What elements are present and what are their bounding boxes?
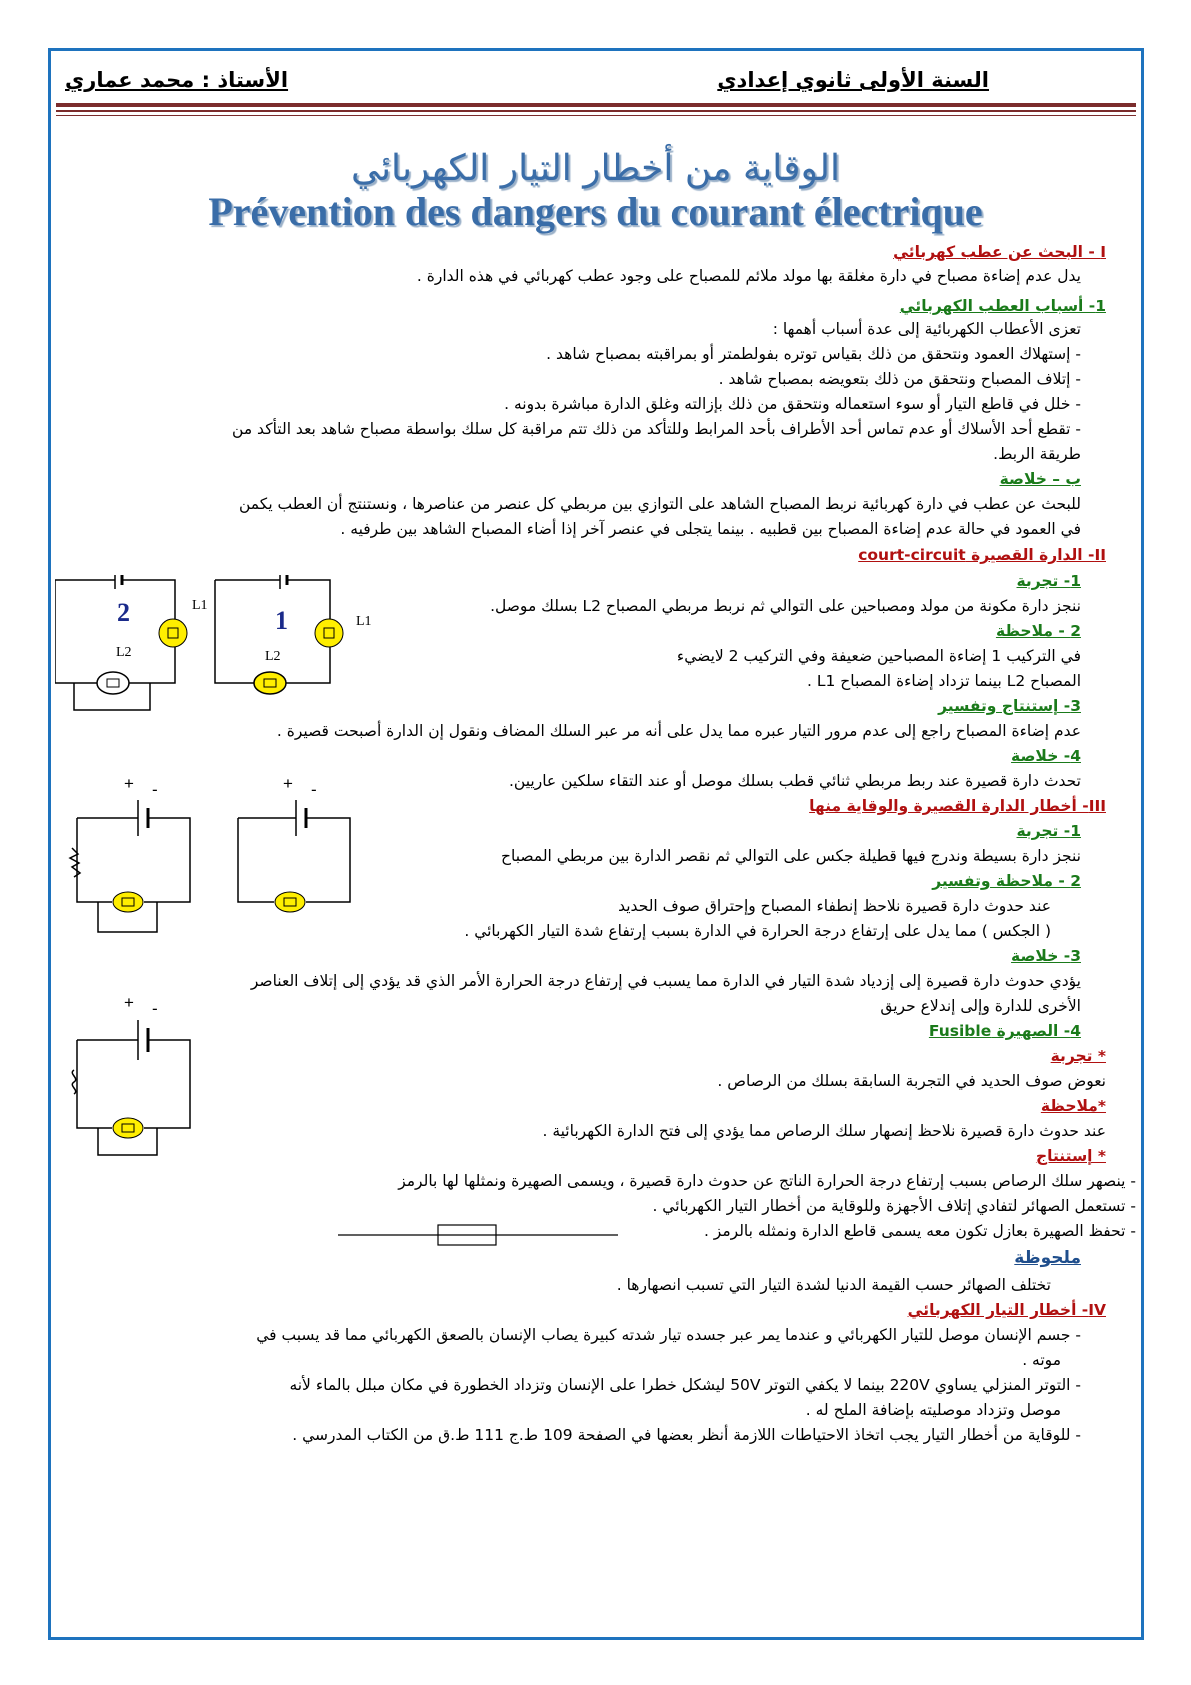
teacher-name-heading: الأستاذ : محمد عماري — [65, 68, 289, 92]
text-line: يؤدي حدوث دارة قصيرة إلى إزدياد شدة التيار في الدارة مما يسبب في إرتفاع درجة الحرارة الأمر الذي قد يؤدي إلى إتلاف العناصر — [250, 972, 1081, 990]
subsection-heading: 3- خلاصة — [1011, 947, 1081, 965]
plus-sign: + — [124, 993, 134, 1012]
text-line: المصباح L2 بينما تزداد إضاءة المصباح L1 . — [806, 672, 1081, 690]
subsection-heading: * إستنتاج — [1035, 1147, 1106, 1165]
list-item: - تستعمل الصهائر لتفادي إتلاف الأجهزة وللوقاية من أخطار التيار الكهربائي . — [652, 1197, 1136, 1215]
list-item: - التوتر المنزلي يساوي 220V بينما لا يكفي التوتر 50V ليشكل خطرا على الإنسان وتزداد الخطورة في مكان مبلل بالماء لأنه — [289, 1376, 1081, 1394]
subsection-heading: 2 - ملاحظة — [995, 622, 1081, 640]
minus-sign: - — [152, 780, 158, 799]
subsection-heading: 1- تجربة — [1016, 572, 1081, 590]
list-item: - تحفظ الصهيرة بعازل تكون معه يسمى قاطع الدارة ونمثله بالرمز . — [703, 1222, 1136, 1240]
title-french: Prévention des dangers du courant électrique — [208, 189, 983, 234]
text-line: عند حدوث دارة قصيرة نلاحظ إنطفاء المصباح وإحتراق صوف الحديد — [618, 897, 1051, 915]
iron-wool-circuit-diagrams — [60, 790, 370, 950]
header-rule-top — [56, 103, 1136, 107]
text-line: طريقة الربط. — [993, 445, 1081, 463]
lamp-label: L1 — [192, 598, 208, 613]
list-item: - خلل في قاطع التيار أو سوء استعماله ونتحقق من ذلك بإزالته وغلق الدارة مباشرة بدونه . — [504, 395, 1081, 413]
subsection-heading: 4- الصهيرة Fusible — [928, 1022, 1081, 1040]
subsection-heading: 2 - ملاحظة وتفسير — [932, 872, 1081, 890]
lamp-icon — [113, 1118, 143, 1138]
subsection-heading: * تجربة — [1050, 1047, 1106, 1065]
text-line: موته . — [1022, 1351, 1061, 1369]
text-line: الأخرى للدارة وإلى إندلاع حريق — [880, 997, 1081, 1015]
short-circuit-diagrams — [55, 575, 385, 725]
title-arabic: الوقاية من أخطار التيار الكهربائي — [350, 148, 841, 189]
lamp-L1-icon — [315, 619, 343, 647]
simple-circuit-diagram — [238, 800, 350, 902]
subsection-heading: 4- خلاصة — [1011, 747, 1081, 765]
section-4-heading: IV- أخطار التيار الكهربائي — [907, 1301, 1106, 1319]
list-item: - ينصهر سلك الرصاص بسبب إرتفاع درجة الحرارة الناتج عن حدوث دارة قصيرة ، ويسمى الصهيرة ونمثلها لها بالرمز — [398, 1172, 1136, 1190]
fuse-symbol-icon — [338, 1220, 618, 1250]
text-line: تعزى الأعطاب الكهربائية إلى عدة أسباب أهمها : — [772, 320, 1081, 338]
subsection-heading: 1- أسباب العطب الكهربائي — [899, 297, 1106, 315]
subsection-heading: 1- تجربة — [1016, 822, 1081, 840]
text-line: عدم إضاءة المصباح راجع إلى عدم مرور التيار عبره مما يدل على أنه مر عبر السلك المضاف ونقول إن الدارة أصبحت قصيرة . — [276, 722, 1081, 740]
section-1-heading: I - البحث عن عطب كهربائي — [893, 243, 1106, 261]
header-rule-bottom — [56, 115, 1136, 116]
list-item: - للوقاية من أخطار التيار يجب اتخاذ الاحتياطات اللازمة أنظر بعضها في الصفحة 109 ط.ج 111 ط.ق من الكتاب المدرسي . — [292, 1426, 1081, 1444]
circuit-2-number: 2 — [117, 598, 130, 627]
plus-sign: + — [283, 774, 293, 793]
list-item: - جسم الإنسان موصل للتيار الكهربائي و عندما يمر عبر جسده تيار شدته كبيرة يصاب الإنسان بالصعق الكهربائي مما قد يسبب في — [256, 1326, 1081, 1344]
text-line: في العمود في حالة عدم إضاءة المصباح بين قطبيه . بينما يتجلى في عنصر آخر إذا أضاء المصباح الشاهد بين طرفيه . — [340, 520, 1081, 538]
fuse-circuit-diagram — [60, 1010, 220, 1160]
list-item: - إستهلاك العمود ونتحقق من ذلك بقياس توتره بفولطمتر أو بمراقبته بمصباح شاهد . — [546, 345, 1081, 363]
section-2-heading: II- الدارة القصيرة court-circuit — [858, 546, 1106, 564]
text-line: ننجز دارة مكونة من مولد ومصباحين على التوالي ثم نربط مربطي المصباح L2 بسلك موصل. — [490, 597, 1081, 615]
subsection-heading: 3- إستنتاج وتفسير — [938, 697, 1081, 715]
subsection-heading: ب – خلاصة — [999, 470, 1081, 488]
lamp-L1-icon — [159, 619, 187, 647]
class-level-heading: السنة الأولى ثانوي إعدادي — [717, 68, 989, 92]
plus-sign: + — [124, 774, 134, 793]
list-item: - إتلاف المصباح ونتحقق من ذلك بتعويضه بمصباح شاهد . — [718, 370, 1081, 388]
text-line: عند حدوث دارة قصيرة نلاحظ إنصهار سلك الرصاص مما يؤدي إلى فتح الدارة الكهربائية . — [542, 1122, 1106, 1140]
lamp-icon — [113, 892, 143, 912]
lamp-label: L2 — [265, 649, 281, 664]
text-line: موصل وتزداد موصليته بإضافة الملح له . — [805, 1401, 1061, 1419]
circuit-1-number: 1 — [275, 606, 288, 635]
text-line: ننجز دارة بسيطة وندرج فيها قطيلة جكس على التوالي ثم نقصر الدارة بين مربطي المصباح — [501, 847, 1081, 865]
list-item: - تقطع أحد الأسلاك أو عدم تماس أحد الأطراف بأحد المرابط وللتأكد من ذلك تتم مراقبة كل سلك بواسطة مصباح شاهد بعد التأكد من — [232, 420, 1081, 438]
text-line: نعوض صوف الحديد في التجربة السابقة بسلك من الرصاص . — [717, 1072, 1106, 1090]
text-line: يدل عدم إضاءة مصباح في دارة مغلقة بها مولد ملائم للمصباح على وجود عطب كهربائي في هذه الدارة . — [416, 267, 1081, 285]
minus-sign: - — [152, 999, 158, 1018]
lamp-label: L2 — [116, 645, 132, 660]
text-line: في التركيب 1 إضاءة المصباحين ضعيفة وفي التركيب 2 لايضيء — [676, 647, 1081, 665]
circuit-1-diagram — [215, 575, 330, 683]
lamp-icon — [275, 892, 305, 912]
note-heading: ملحوظة — [1014, 1248, 1081, 1268]
lamp-L2-icon — [254, 672, 286, 694]
text-line: للبحث عن عطب في دارة كهربائية نربط المصباح الشاهد على التوازي بين مربطي كل عنصر من عناصرها ، ونستنتج أن العطب يكمن — [239, 495, 1081, 513]
minus-sign: - — [311, 780, 317, 799]
text-line: تختلف الصهائر حسب القيمة الدنيا لشدة التيار التي تسبب انصهارها . — [616, 1276, 1051, 1294]
section-3-heading: III- أخطار الدارة القصيرة والوقاية منها — [809, 797, 1106, 815]
subsection-heading: *ملاحظة — [1040, 1097, 1106, 1115]
text-line: ( الجكس ) مما يدل على إرتفاع درجة الحرارة في الدارة بسبب إرتفاع شدة التيار الكهربائي . — [464, 922, 1051, 940]
header-rule-middle — [56, 110, 1136, 112]
lamp-L2-icon — [97, 672, 129, 694]
text-line: تحدث دارة قصيرة عند ربط مربطي ثنائي قطب بسلك موصل أو عند التقاء سلكين عاريين. — [509, 772, 1081, 790]
lamp-label: L1 — [356, 614, 372, 629]
